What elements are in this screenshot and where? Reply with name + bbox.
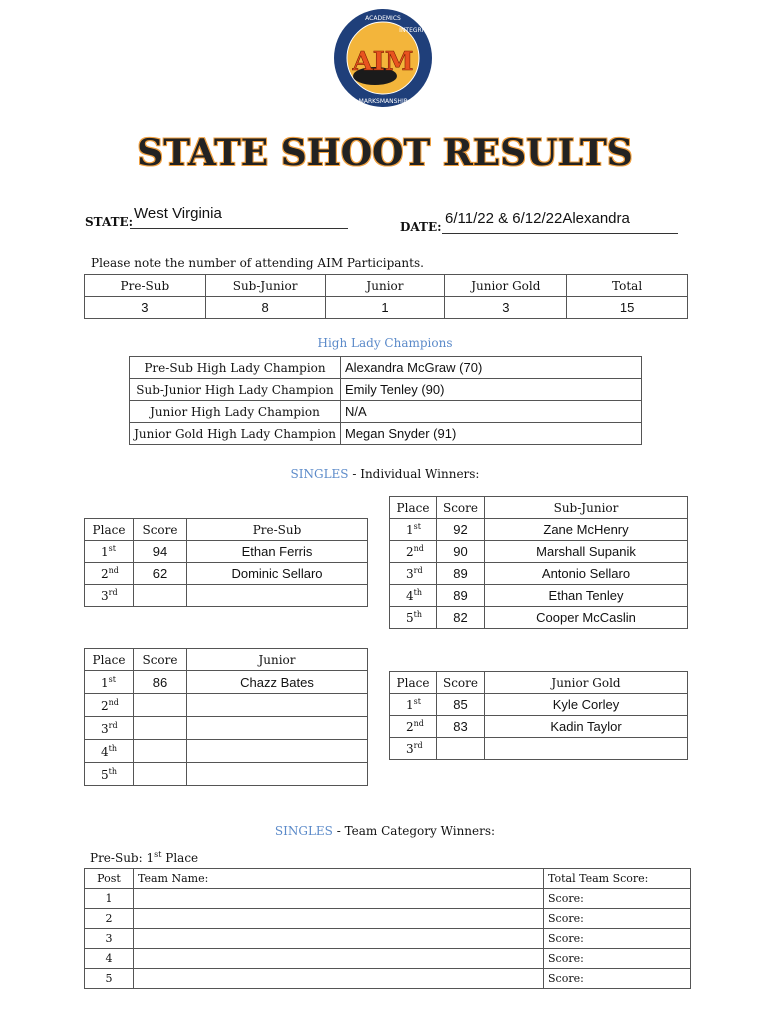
team-h-post: Post: [85, 869, 134, 889]
presub-h-score: Score: [134, 519, 187, 541]
attending-value: 1: [325, 297, 445, 319]
place-cell: 3rd: [85, 585, 134, 607]
place-cell: 3rd: [85, 717, 134, 740]
team-subheading: Pre-Sub: 1st Place: [90, 850, 199, 865]
lady-label: Pre-Sub High Lady Champion: [130, 357, 341, 379]
score-cell: 82: [437, 607, 485, 629]
team-post: 2: [85, 909, 134, 929]
place-cell: 3rd: [390, 563, 437, 585]
score-cell: [134, 763, 187, 786]
place-cell: 5th: [390, 607, 437, 629]
lady-label: Junior High Lady Champion: [130, 401, 341, 423]
lady-value: N/A: [341, 401, 642, 423]
score-cell: 62: [134, 563, 187, 585]
place-cell: 2nd: [390, 541, 437, 563]
state-value: West Virginia: [134, 205, 222, 222]
name-cell: [187, 694, 368, 717]
score-cell: 86: [134, 671, 187, 694]
lady-heading: High Lady Champions: [317, 336, 453, 350]
juniorgold-h-place: Place: [390, 672, 437, 694]
name-cell: [485, 738, 688, 760]
singles-heading-rest: - Individual Winners:: [348, 467, 480, 481]
name-cell: Chazz Bates: [187, 671, 368, 694]
team-score: Score:: [544, 969, 691, 989]
junior-table: [84, 648, 368, 786]
attending-value: 15: [567, 297, 688, 319]
lady-value: Emily Tenley (90): [341, 379, 642, 401]
name-cell: Kyle Corley: [485, 694, 688, 716]
date-line: [442, 233, 678, 234]
place-cell: 5th: [85, 763, 134, 786]
lady-table: [129, 356, 642, 445]
attending-header: Total: [567, 275, 688, 297]
singles-heading: [0, 467, 770, 481]
team-post: 3: [85, 929, 134, 949]
subjunior-table: [389, 496, 688, 629]
attending-note: Please note the number of attending AIM Participants.: [91, 256, 424, 270]
juniorgold-h-score: Score: [437, 672, 485, 694]
place-cell: 1st: [85, 541, 134, 563]
juniorgold-h-name: Junior Gold: [485, 672, 688, 694]
name-cell: Ethan Tenley: [485, 585, 688, 607]
attending-value: 3: [445, 297, 567, 319]
name-cell: Zane McHenry: [485, 519, 688, 541]
score-cell: 89: [437, 585, 485, 607]
score-cell: [134, 740, 187, 763]
attending-header: Pre-Sub: [85, 275, 206, 297]
team-name-cell: [134, 929, 544, 949]
lady-label: Sub-Junior High Lady Champion: [130, 379, 341, 401]
presub-h-place: Place: [85, 519, 134, 541]
junior-h-name: Junior: [187, 649, 368, 671]
lady-value: Megan Snyder (91): [341, 423, 642, 445]
attending-value: 3: [85, 297, 206, 319]
junior-h-place: Place: [85, 649, 134, 671]
score-cell: 89: [437, 563, 485, 585]
name-cell: [187, 585, 368, 607]
name-cell: Kadin Taylor: [485, 716, 688, 738]
place-cell: 2nd: [85, 563, 134, 585]
place-cell: 4th: [390, 585, 437, 607]
presub-table: [84, 518, 368, 607]
date-value: 6/11/22 & 6/12/22Alexandra: [445, 210, 630, 227]
score-cell: [134, 694, 187, 717]
score-cell: 90: [437, 541, 485, 563]
team-post: 5: [85, 969, 134, 989]
score-cell: [437, 738, 485, 760]
attending-table: [84, 274, 688, 319]
subjunior-h-name: Sub-Junior: [485, 497, 688, 519]
team-h-total: Total Team Score:: [544, 869, 691, 889]
team-name-cell: [134, 969, 544, 989]
place-cell: 1st: [390, 694, 437, 716]
name-cell: Cooper McCaslin: [485, 607, 688, 629]
team-score: Score:: [544, 929, 691, 949]
date-label: DATE:: [400, 220, 442, 234]
team-name-cell: [134, 909, 544, 929]
logo-text-top: ACADEMICS: [365, 15, 401, 22]
attending-header: Sub-Junior: [205, 275, 325, 297]
attending-header: Junior Gold: [445, 275, 567, 297]
team-name-cell: [134, 949, 544, 969]
subjunior-h-score: Score: [437, 497, 485, 519]
name-cell: Marshall Supanik: [485, 541, 688, 563]
team-heading-blue: SINGLES: [274, 824, 333, 838]
attending-header: Junior: [325, 275, 445, 297]
place-cell: 2nd: [85, 694, 134, 717]
subjunior-h-place: Place: [390, 497, 437, 519]
name-cell: [187, 740, 368, 763]
juniorgold-table: [389, 671, 688, 760]
name-cell: Ethan Ferris: [187, 541, 368, 563]
score-cell: 85: [437, 694, 485, 716]
team-table: [84, 868, 691, 989]
aim-logo: [333, 8, 433, 108]
team-heading: [0, 824, 770, 838]
team-post: 4: [85, 949, 134, 969]
logo-text-right: INTEGRITY: [399, 27, 431, 34]
place-cell: 1st: [390, 519, 437, 541]
score-cell: [134, 585, 187, 607]
team-name-cell: [134, 889, 544, 909]
state-line: [130, 228, 348, 229]
name-cell: [187, 717, 368, 740]
attending-value: 8: [205, 297, 325, 319]
singles-heading-blue: SINGLES: [290, 467, 349, 481]
team-score: Score:: [544, 909, 691, 929]
place-cell: 2nd: [390, 716, 437, 738]
team-heading-rest: - Team Category Winners:: [332, 824, 496, 838]
score-cell: 83: [437, 716, 485, 738]
presub-h-name: Pre-Sub: [187, 519, 368, 541]
place-cell: 4th: [85, 740, 134, 763]
team-post: 1: [85, 889, 134, 909]
team-score: Score:: [544, 889, 691, 909]
name-cell: [187, 763, 368, 786]
junior-h-score: Score: [134, 649, 187, 671]
lady-value: Alexandra McGraw (70): [341, 357, 642, 379]
team-h-name: Team Name:: [134, 869, 544, 889]
place-cell: 3rd: [390, 738, 437, 760]
name-cell: Antonio Sellaro: [485, 563, 688, 585]
score-cell: 92: [437, 519, 485, 541]
lady-label: Junior Gold High Lady Champion: [130, 423, 341, 445]
score-cell: [134, 717, 187, 740]
name-cell: Dominic Sellaro: [187, 563, 368, 585]
team-score: Score:: [544, 949, 691, 969]
place-cell: 1st: [85, 671, 134, 694]
score-cell: 94: [134, 541, 187, 563]
state-label: STATE:: [85, 215, 134, 229]
logo-letters: AIM: [352, 47, 414, 77]
logo-text-bottom: MARKSMANSHIP: [358, 98, 408, 105]
page-title: STATE SHOOT RESULTS: [137, 132, 633, 174]
